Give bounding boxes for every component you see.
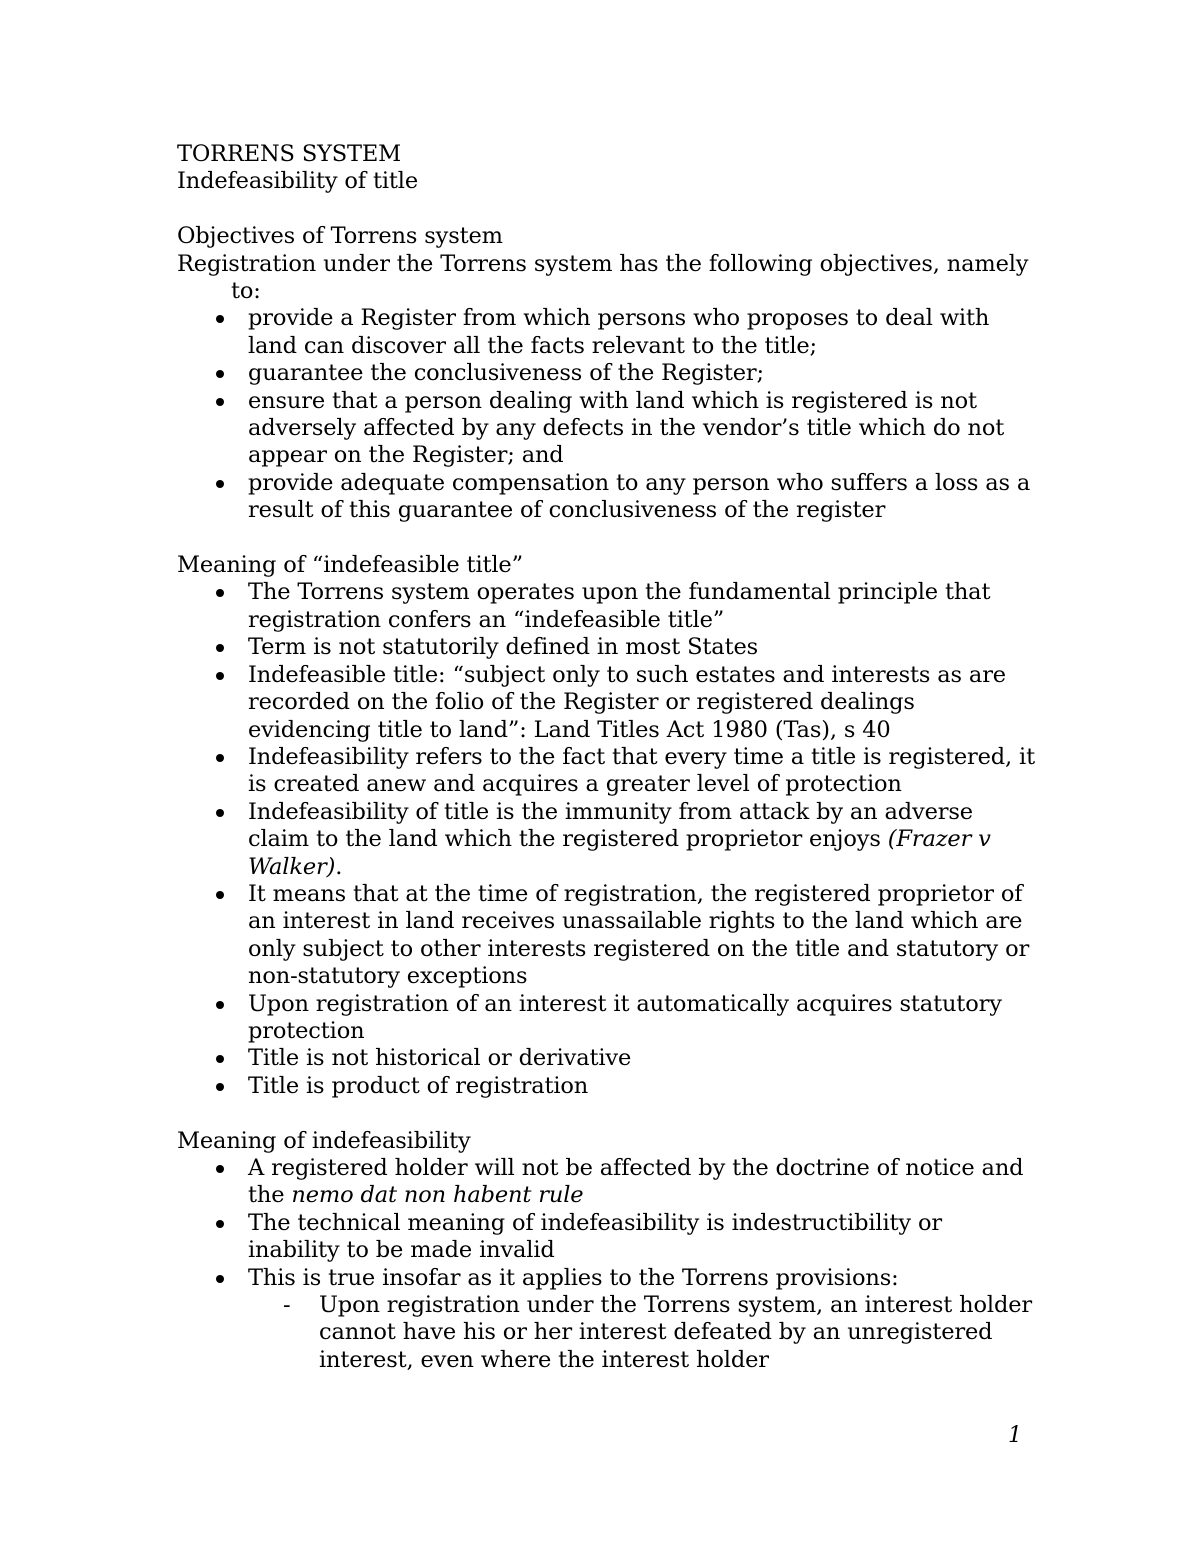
sub-bullet-list <box>177 1292 1037 1374</box>
list-item: It means that at the time of registration, the registered proprietor of an interest in land receives unassailable rights to the land which are only subject to other interests registered on the title and statutory or non-statutory exceptions <box>177 881 1037 991</box>
latin-phrase: nemo dat non habent rule <box>291 1182 584 1209</box>
section-heading-indefeasible-title: Meaning of “indefeasible title” <box>177 552 523 579</box>
list-item-punctuation: . <box>335 853 343 880</box>
list-item-text: Indefeasibility of title is the immunity from attack by an adverse claim to the land which the registered proprietor enjoys <box>248 798 973 853</box>
section-heading-objectives: Objectives of Torrens system <box>177 223 503 250</box>
list-item: This is true insofar as it applies to the Torrens provisions: <box>177 1265 1037 1292</box>
list-item: ensure that a person dealing with land which is registered is not adversely affected by any defects in the vendor’s title which do not appear on the Register; and <box>177 388 1037 470</box>
bullet-list-indefeasible-title <box>177 579 1037 1100</box>
list-item: Term is not statutorily defined in most States <box>177 634 1037 661</box>
section-intro-objectives: Registration under the Torrens system has the following objectives, namely to: <box>177 250 1029 305</box>
list-item: The technical meaning of indefeasibility is indestructibility or inability to be made invalid <box>177 1210 1037 1265</box>
list-item: Upon registration of an interest it automatically acquires statutory protection <box>177 991 1037 1046</box>
list-item: The Torrens system operates upon the fundamental principle that registration confers an “indefeasible title” <box>177 579 1037 634</box>
list-item <box>177 799 1037 881</box>
page-number: 1 <box>1008 1423 1022 1448</box>
spacer <box>177 525 1037 552</box>
list-item: Title is product of registration <box>177 1073 1037 1100</box>
bullet-list-indefeasibility <box>177 1155 1037 1292</box>
section-heading-indefeasibility: Meaning of indefeasibility <box>177 1127 471 1154</box>
list-item: guarantee the conclusiveness of the Register; <box>177 360 1037 387</box>
case-citation: (Frazer v Walker) <box>248 826 991 880</box>
document-subtitle: Indefeasibility of title <box>177 168 419 195</box>
list-item: Title is not historical or derivative <box>177 1045 1037 1072</box>
document-title: TORRENS SYSTEM <box>177 141 402 167</box>
bullet-list-objectives <box>177 305 1037 524</box>
document-body <box>177 141 1037 1374</box>
list-item: Indefeasible title: “subject only to such estates and interests as are recorded on the folio of the Register or registered dealings evidencing title to land”: Land Titles Act 1980 (Tas), s 40 <box>177 662 1037 744</box>
spacer <box>177 196 1037 223</box>
list-item <box>177 1155 1037 1210</box>
sub-list-item: - Upon registration under the Torrens system, an interest holder cannot have his or her interest defeated by an unregistered interest, even where the interest holder <box>177 1292 1037 1374</box>
list-item: Indefeasibility refers to the fact that every time a title is registered, it is created anew and acquires a greater level of protection <box>177 744 1037 799</box>
spacer <box>177 1100 1037 1127</box>
list-item: provide a Register from which persons who proposes to deal with land can discover all the facts relevant to the title; <box>177 305 1037 360</box>
list-item: provide adequate compensation to any person who suffers a loss as a result of this guarantee of conclusiveness of the register <box>177 470 1037 525</box>
list-item-text: A registered holder will not be affected by the doctrine of notice and the <box>248 1154 1024 1209</box>
